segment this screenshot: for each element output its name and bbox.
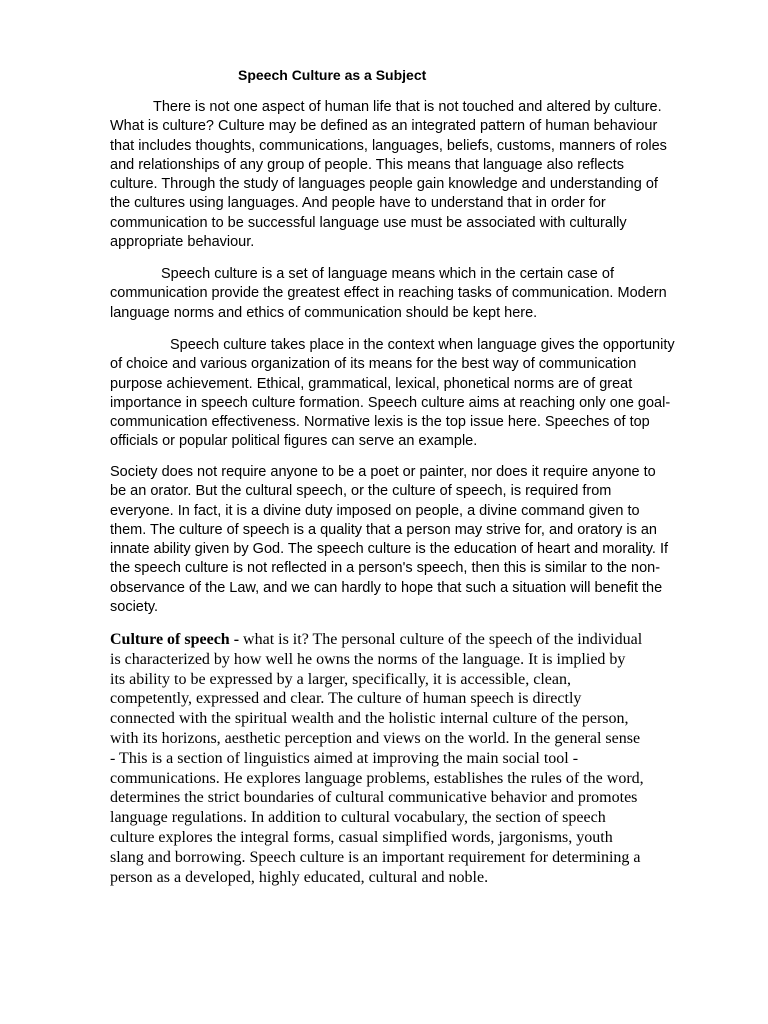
paragraph-3-text: Speech culture takes place in the context when language gives the opportunity of choice and various organization of its means for the best way of communication purpose achievement. Ethical, grammatical, lexical, phonetical norms are of great importance in speech culture formation. Speech culture aims at reaching only one goal- communication effectiveness. Normative lexis is the top issue here. Speeches of top officials or popular political figures can serve an example.	[110, 337, 675, 450]
paragraph-1-text: There is not one aspect of human life that is not touched and altered by culture. What is culture? Culture may be defined as an integrated pattern of human behaviour that includes thoughts, communications, languages, beliefs, customs, manners of roles and relationships of any group of people. This means that language also reflects culture. Through the study of languages people gain knowledge and understanding of the cultures using languages. And people have to understand that in order for communication to be successful language use must be associated with culturally appropriate behaviour.	[110, 99, 667, 251]
paragraph-1	[110, 98, 712, 252]
paragraph-5	[110, 630, 718, 887]
document-title: Speech Culture as a Subject	[238, 67, 427, 83]
paragraph-2-text: Speech culture is a set of language means which in the certain case of communication provide the greatest effect in reaching tasks of communication. Modern language norms and ethics of communication should be kept here.	[110, 266, 667, 321]
paragraph-3	[110, 336, 712, 452]
paragraph-4	[110, 463, 712, 617]
paragraph-4-text: Society does not require anyone to be a poet or painter, nor does it require anyone to be an orator. But the cultural speech, or the culture of speech, is required from everyone. In fact, it is a divine duty imposed on people, a divine command given to them. The culture of speech is a quality that a person may strive for, and oratory is an innate ability given by God. The speech culture is the education of heart and morality. If the speech culture is not reflected in a person's speech, then this is similar to the non- observance of the Law, and we can hardly to hope that such a situation will benefit the society.	[110, 464, 669, 616]
paragraph-2	[110, 265, 712, 323]
paragraph-5-text: what is it? The personal culture of the speech of the individual is characterized by how well he owns the norms of the language. It is implied by its ability to be expressed by a larger, specifically, it is accessible, clean, competently, expressed and clear. The culture of human speech is directly connected with the spiritual wealth and the holistic internal culture of the person, with its horizons, aesthetic perception and views on the world. In the general sense - This is a section of linguistics aimed at improving the main social tool - communications. He explores language problems, establishes the rules of the word, determines the strict boundaries of cultural communicative behavior and promotes language regulations. In addition to cultural vocabulary, the section of speech culture explores the integral forms, casual simplified words, jargonisms, youth slang and borrowing. Speech culture is an important requirement for determining a person as a developed, highly educated, cultural and noble.	[110, 631, 644, 886]
paragraph-5-heading: Culture of speech -	[110, 631, 240, 648]
